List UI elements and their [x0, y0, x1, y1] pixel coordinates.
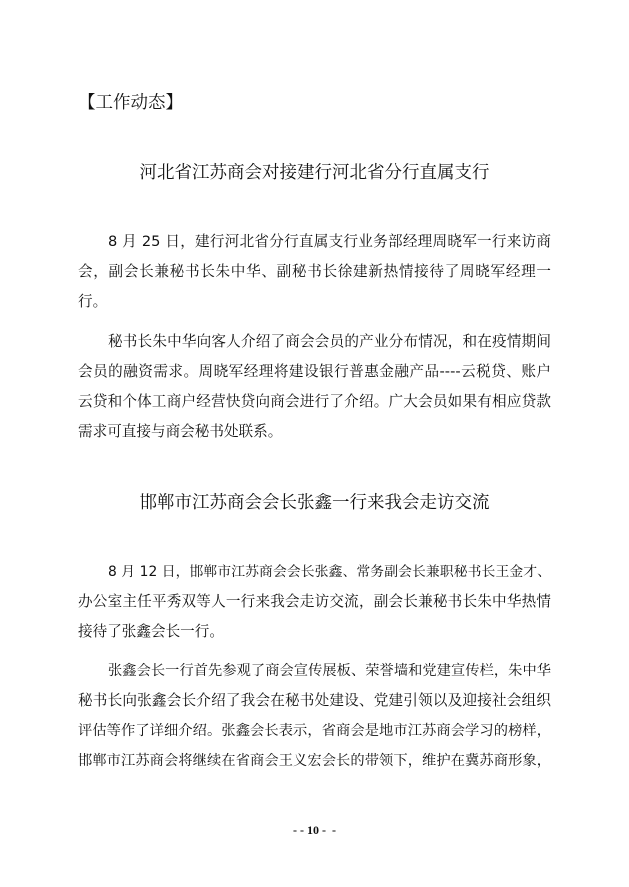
article-1-paragraph-1	[78, 227, 551, 317]
article-title-1: 河北省江苏商会对接建行河北省分行直属支行	[139, 163, 490, 183]
paragraph-line: 秘书长向张鑫会长介绍了我会在秘书处建设、党建引领以及迎接社会组织	[78, 692, 551, 709]
paragraph-line: 需求可直接与商会秘书处联系。	[78, 423, 283, 440]
paragraph-line: 行。	[78, 293, 108, 310]
paragraph-line: 云贷和个体工商户经营快贷向商会进行了介绍。广大会员如果有相应贷款	[78, 393, 551, 410]
paragraph-line: 8 月 12 日，邯郸市江苏商会会长张鑫、常务副会长兼职秘书长王金才、	[108, 564, 551, 580]
paragraph-line: 办公室主任平秀双等人一行来我会走访交流，副会长兼秘书长朱中华热情	[78, 593, 551, 610]
paragraph-line: 8 月 25 日，建行河北省分行直属支行业务部经理周晓军一行来访商	[108, 233, 551, 250]
paragraph-line: 会，副会长兼秘书长朱中华、副秘书长徐建新热情接待了周晓军经理一	[78, 263, 551, 280]
article-1-paragraph-2	[78, 327, 551, 447]
paragraph-line: 张鑫会长一行首先参观了商会宣传展板、荣誉墙和党建宣传栏，朱中华	[108, 663, 551, 679]
page-number: - - 10 - -	[293, 823, 336, 837]
paragraph-line: 评估等作了详细介绍。张鑫会长表示，省商会是地市江苏商会学习的榜样，	[78, 723, 551, 739]
paragraph-line: 会员的融资需求。周晓军经理将建设银行普惠金融产品----云税贷、账户	[78, 363, 551, 380]
section-header: 【工作动态】	[78, 93, 183, 113]
article-2-paragraph-2	[78, 656, 551, 776]
article-2-paragraph-1	[78, 557, 551, 647]
paragraph-line: 邯郸市江苏商会将继续在省商会王义宏会长的带领下，维护在冀苏商形象，	[78, 753, 551, 769]
paragraph-line: 接待了张鑫会长一行。	[78, 623, 224, 640]
paragraph-line: 秘书长朱中华向客人介绍了商会会员的产业分布情况，和在疫情期间	[108, 333, 551, 350]
article-title-2: 邯郸市江苏商会会长张鑫一行来我会走访交流	[139, 493, 490, 513]
